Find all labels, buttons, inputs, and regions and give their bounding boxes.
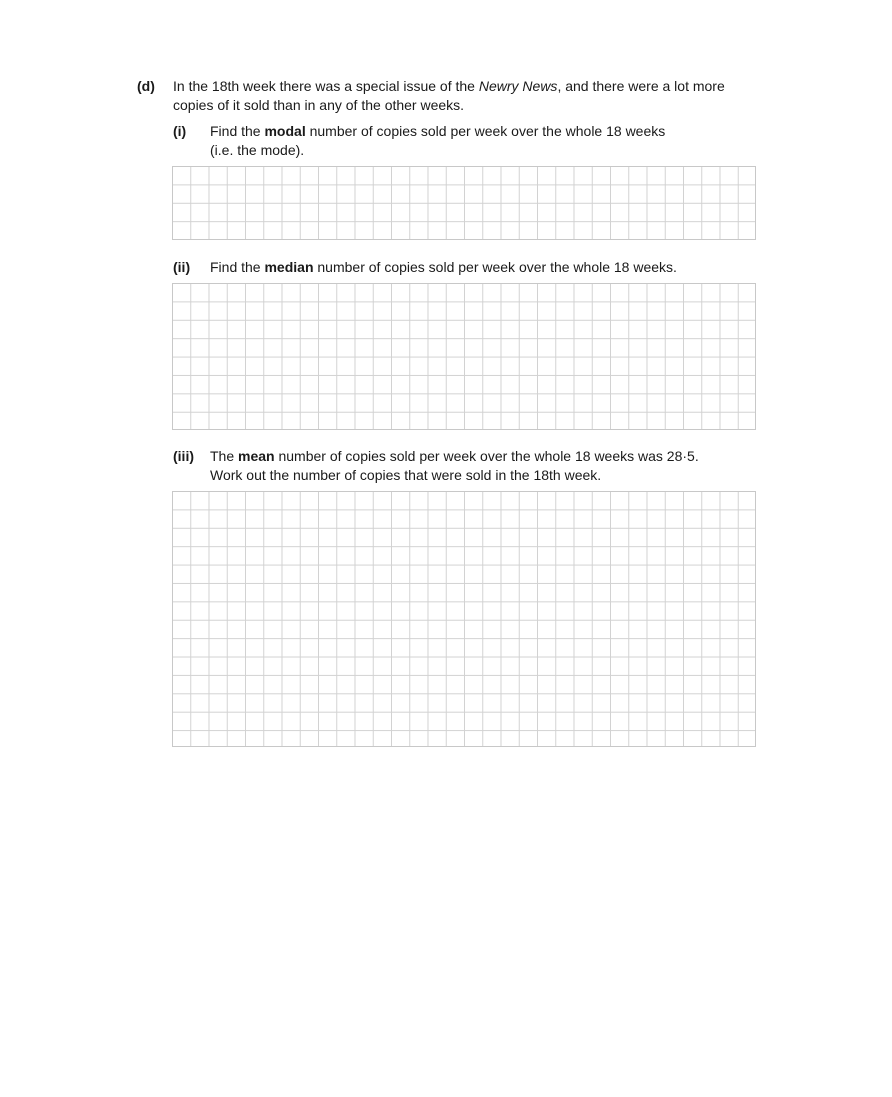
keyword-mean: mean [238, 448, 275, 464]
sub-ii-label: (ii) [173, 259, 191, 275]
part-d-label: (d) [137, 78, 155, 94]
part-d-line-2: copies of it sold than in any of the other weeks. [173, 97, 465, 113]
sub-i-label: (i) [173, 123, 187, 139]
sub-iii-label: (iii) [173, 448, 194, 464]
sub-iii-question [210, 447, 770, 485]
answer-grid-iii[interactable] [172, 491, 756, 747]
keyword-median: median [264, 259, 314, 275]
keyword-modal: modal [264, 123, 306, 139]
sub-iii-line-1: The mean number of copies sold per week over the whole 18 weeks was 28·5. [210, 448, 699, 464]
sub-i-question [210, 122, 770, 160]
answer-grid-ii[interactable] [172, 283, 756, 430]
part-d-question [173, 77, 773, 115]
sub-ii-question [210, 258, 770, 277]
sub-ii-line-1: Find the median number of copies sold per week over the whole 18 weeks. [210, 259, 677, 275]
part-d-line-1: In the 18th week there was a special issue of the Newry News, and there were a lot more [173, 78, 725, 94]
sub-i-line-1: Find the modal number of copies sold per week over the whole 18 weeks [210, 123, 666, 139]
answer-grid-i[interactable] [172, 166, 756, 240]
sub-iii-line-2: Work out the number of copies that were sold in the 18th week. [210, 467, 602, 483]
newspaper-name: Newry News [478, 78, 558, 94]
sub-i-line-2: (i.e. the mode). [210, 142, 305, 158]
